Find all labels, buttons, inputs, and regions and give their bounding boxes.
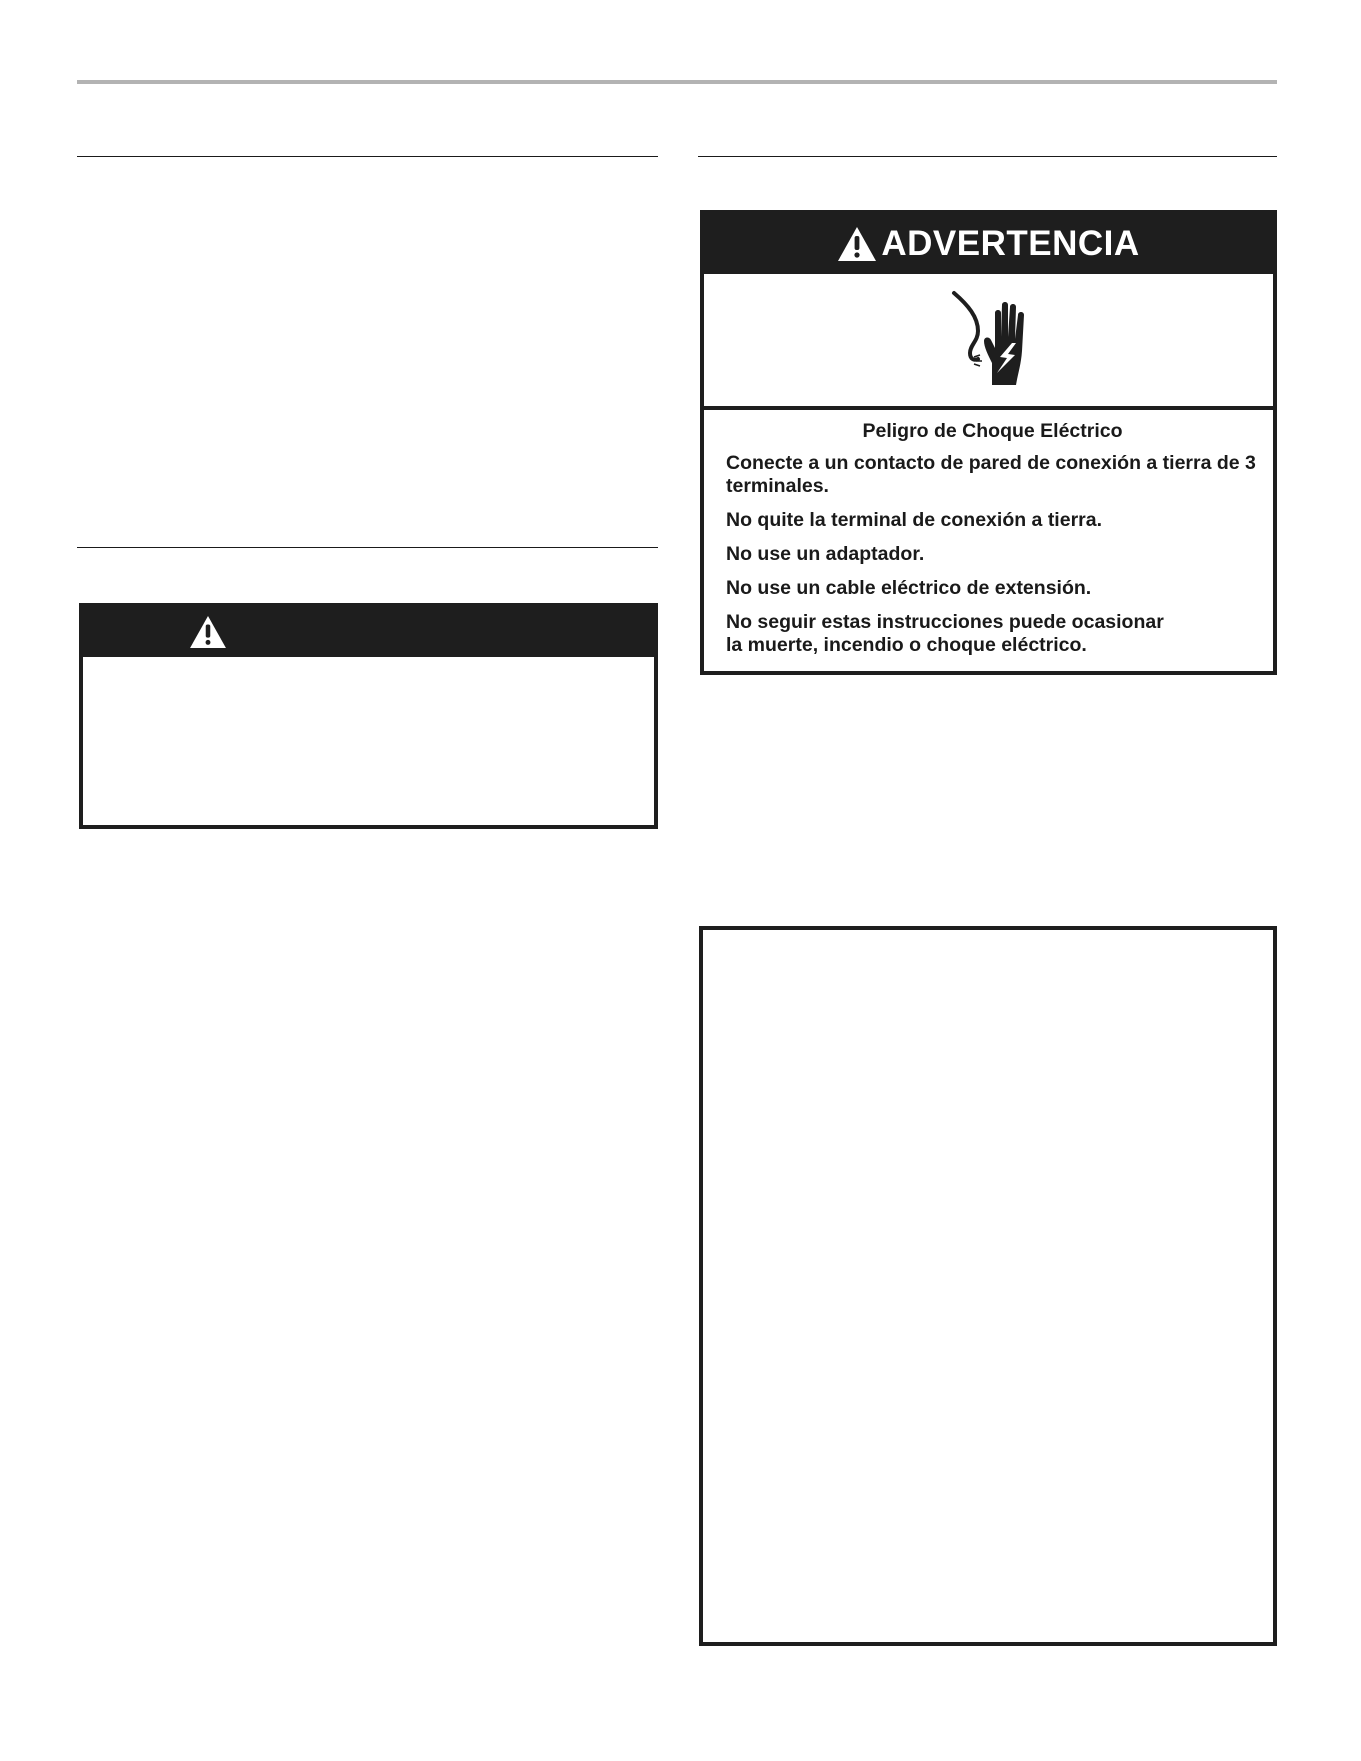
instruction-item: Conecte a un contacto de pared de conexión a tierra de 3 terminales. bbox=[726, 452, 1256, 497]
warning-text-panel bbox=[726, 420, 1259, 668]
consequence-statement: No seguir estas instrucciones puede ocasionar la muerte, incendio o choque eléctrico. bbox=[726, 611, 1164, 656]
electric-shock-warning-box bbox=[700, 210, 1277, 675]
hazard-symbol-panel bbox=[704, 274, 1273, 410]
instruction-item: No use un adaptador. bbox=[726, 543, 925, 565]
instruction-item: No quite la terminal de conexión a tierra. bbox=[726, 509, 1103, 531]
bordered-content-box bbox=[699, 926, 1277, 1646]
instruction-item: No use un cable eléctrico de extensión. bbox=[726, 577, 1092, 599]
warning-triangle-icon bbox=[837, 226, 877, 262]
electric-shock-hand-icon bbox=[934, 285, 1044, 395]
warning-box-left bbox=[79, 603, 658, 829]
warning-header bbox=[704, 214, 1273, 274]
hazard-title: Peligro de Choque Eléctrico bbox=[862, 420, 1123, 442]
signal-word: ADVERTENCIA bbox=[881, 224, 1140, 263]
warning-box-left-header bbox=[83, 607, 654, 657]
warning-triangle-icon bbox=[189, 615, 227, 649]
left-section-rule-2 bbox=[77, 547, 658, 548]
right-section-rule-1 bbox=[698, 156, 1277, 157]
left-section-rule-1 bbox=[77, 156, 658, 157]
page-top-rule bbox=[77, 80, 1277, 84]
